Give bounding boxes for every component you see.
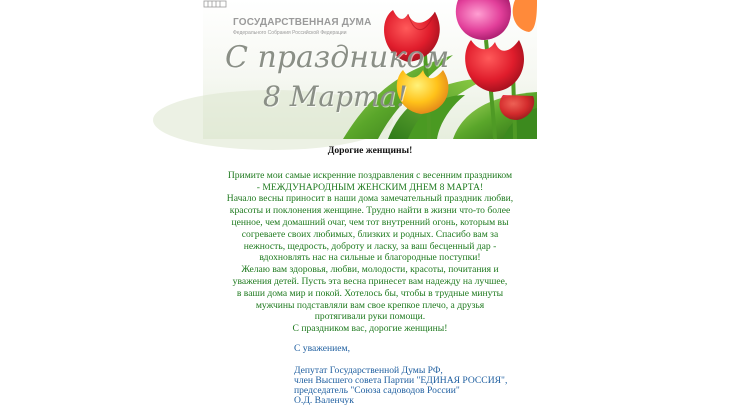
letter-body xyxy=(200,170,540,335)
greeting-banner xyxy=(203,0,537,139)
body-line: Примите мои самые искренние поздравления с весенним праздником xyxy=(227,169,513,181)
body-line: вдохновлять нас на сильные и благородные поступки! xyxy=(259,252,481,264)
closing-phrase: С уважением, xyxy=(294,343,351,354)
body-line: Начало весны приносит в наши дома замечательный праздник любви, xyxy=(226,193,514,205)
body-line: ценное, чем домашний очаг, чем тот внутренний огонь, которым вы xyxy=(231,216,509,228)
signature-name: О.Д. Валенчук xyxy=(294,395,354,406)
body-line: С праздником вас, дорогие женщины! xyxy=(292,323,448,335)
duma-building-icon xyxy=(203,0,227,8)
body-line: согреваете своих любимых, близких и родных. Спасибо вам за xyxy=(241,228,499,240)
body-line: красоты и поклонения женщине. Трудно найти в жизни что-то более xyxy=(229,205,511,217)
body-line: в ваши дома мир и покой. Хотелось бы, чтобы в трудные минуты xyxy=(236,287,504,299)
signature-party: член Высшего совета Партии "ЕДИНАЯ РОССИЯ", xyxy=(294,375,508,386)
org-title: ГОСУДАРСТВЕННАЯ ДУМА xyxy=(233,17,372,28)
body-line: Желаю вам здоровья, любви, молодости, красоты, почитания и xyxy=(241,264,499,276)
body-line: нежность, щедрость, доброту и ласку, за ваш бесценный дар - xyxy=(243,240,497,252)
body-line: - МЕЖДУНАРОДНЫМ ЖЕНСКИМ ДНЕМ 8 МАРТА! xyxy=(256,181,484,193)
body-line: протягивали руки помощи. xyxy=(314,311,426,323)
org-subtitle: Федерального Собрания Российской Федерации xyxy=(233,30,347,36)
salutation: Дорогие женщины! xyxy=(327,145,413,156)
greeting-script-line2: 8 Марта! xyxy=(263,80,408,113)
letter xyxy=(200,140,540,406)
body-line: уважения детей. Пусть эта весна принесет вам надежду на лучшее, xyxy=(232,275,508,287)
signature-union: председатель "Союза садоводов России" xyxy=(294,385,460,396)
signature-block xyxy=(294,344,507,406)
greeting-script-line1: С праздником xyxy=(225,40,450,75)
signature-position: Депутат Государственной Думы РФ, xyxy=(294,365,443,376)
body-line: мужчины подставляли вам свое крепкое плечо, а друзья xyxy=(255,299,485,311)
